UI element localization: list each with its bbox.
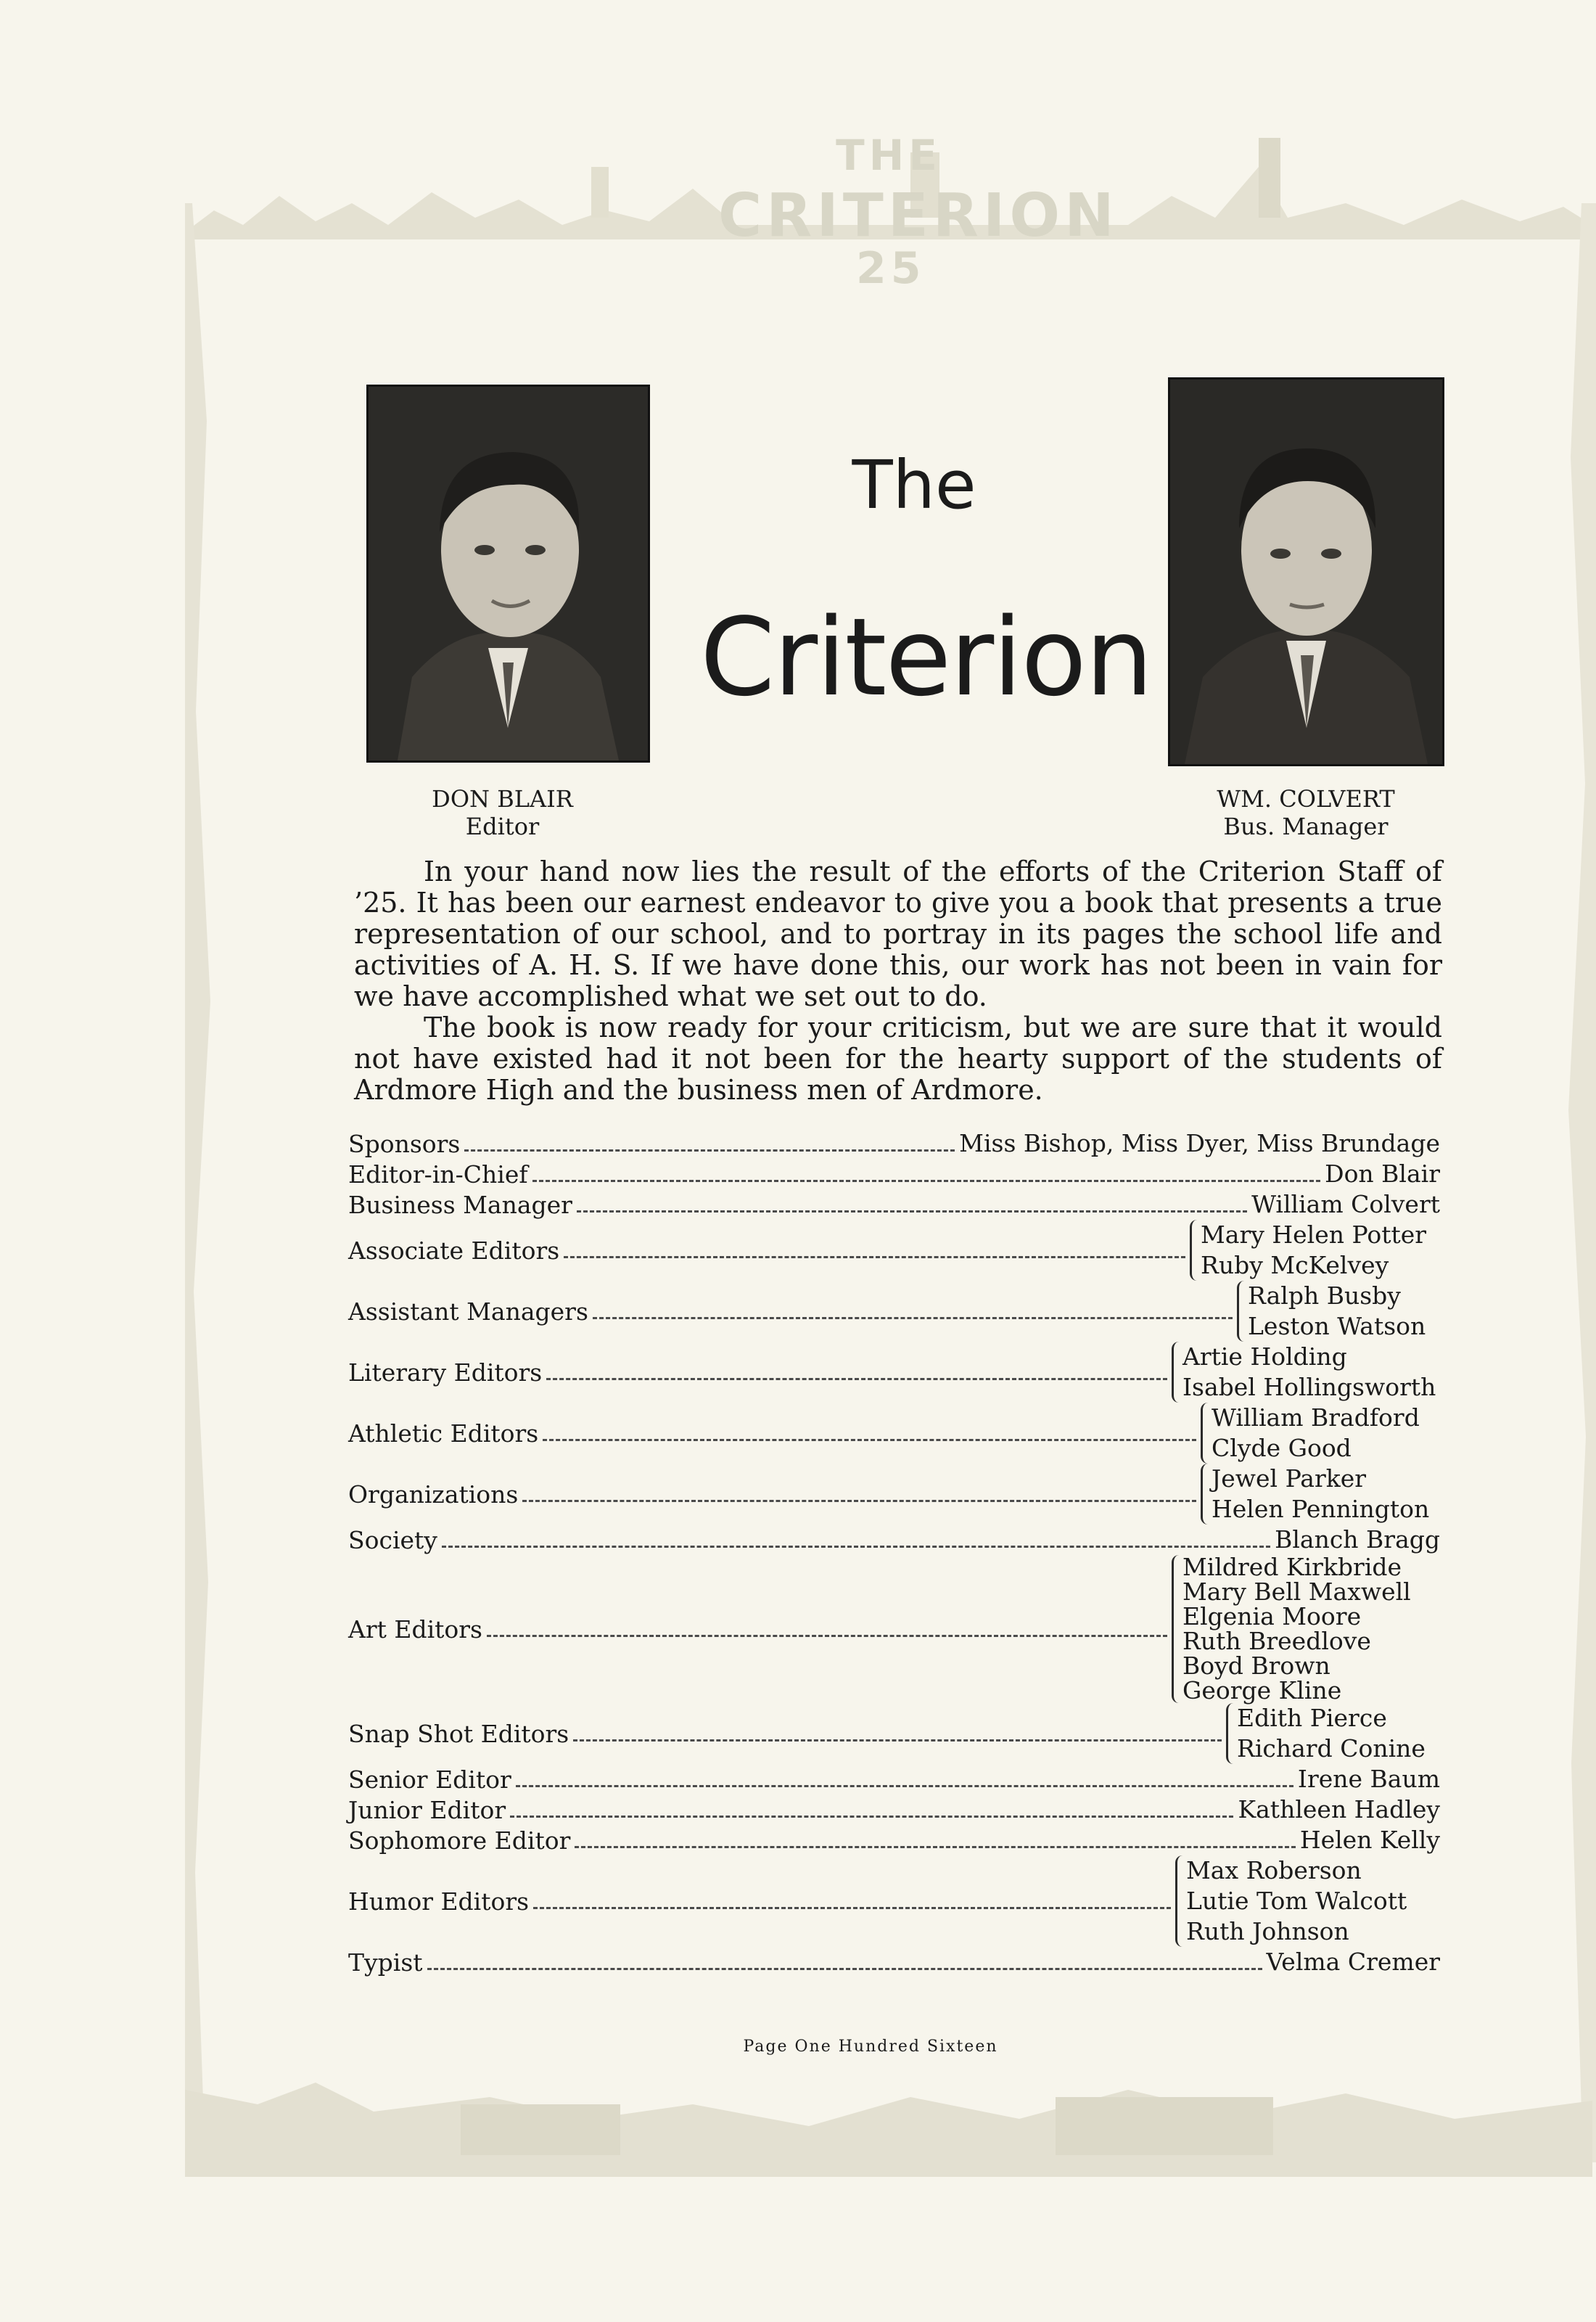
staff-list [348, 1128, 1440, 1977]
page-number: Page One Hundred Sixteen [743, 2038, 998, 2056]
staff-row [348, 1189, 1440, 1220]
staff-row [348, 1220, 1440, 1281]
portrait-photo-business-manager [1168, 377, 1444, 766]
staff-row [348, 1464, 1440, 1525]
staff-row [348, 1159, 1440, 1189]
staff-row [348, 1855, 1440, 1947]
staff-role: Business Manager [348, 1190, 572, 1219]
portrait-caption-editor [377, 785, 628, 840]
dot-leader [546, 1378, 1167, 1380]
staff-role: Assistant Managers [348, 1297, 588, 1326]
portrait-name: DON BLAIR [432, 785, 573, 813]
staff-role: Junior Editor [348, 1795, 506, 1824]
staff-role: Sponsors [348, 1129, 461, 1158]
staff-name: Irene Baum [1297, 1765, 1440, 1793]
dot-leader [427, 1968, 1262, 1970]
portrait-name: WM. COLVERT [1217, 785, 1395, 813]
staff-row [348, 1794, 1440, 1825]
staff-row [348, 1703, 1440, 1764]
watermark-criterion: CRITERION [718, 181, 1119, 250]
staff-row [348, 1128, 1440, 1159]
staff-role: Senior Editor [348, 1765, 511, 1794]
dot-leader [522, 1500, 1196, 1502]
staff-role: Humor Editors [348, 1887, 530, 1916]
staff-name: William Colvert [1251, 1190, 1440, 1218]
staff-name: Mary Bell Maxwell [1182, 1578, 1411, 1606]
staff-name: Clyde Good [1212, 1434, 1352, 1462]
staff-role: Organizations [348, 1480, 519, 1509]
dot-leader [532, 1180, 1321, 1182]
staff-row [348, 1281, 1440, 1342]
staff-role: Sophomore Editor [348, 1826, 571, 1855]
staff-name: Edith Pierce [1237, 1704, 1387, 1732]
staff-name: Isabel Hollingsworth [1182, 1373, 1436, 1401]
dot-leader [573, 1739, 1222, 1742]
staff-row [348, 1825, 1440, 1855]
name-brace [1201, 1464, 1440, 1525]
decorative-border-bottom [185, 2075, 1592, 2177]
watermark-the: THE [836, 131, 942, 180]
portrait-photo-editor [366, 385, 650, 763]
staff-name: Ruth Johnson [1186, 1917, 1349, 1945]
staff-row [348, 1342, 1440, 1403]
staff-role: Typist [348, 1948, 423, 1977]
staff-name: Ralph Busby [1248, 1281, 1401, 1310]
decorative-border-right [1560, 203, 1596, 2162]
staff-role: Associate Editors [348, 1236, 560, 1265]
dot-leader [510, 1816, 1233, 1818]
watermark-year: 25 [856, 243, 926, 294]
staff-role: Society [348, 1525, 437, 1554]
staff-name: Ruby McKelvey [1201, 1251, 1389, 1279]
staff-name: Artie Holding [1182, 1342, 1347, 1371]
staff-role: Art Editors [348, 1615, 482, 1644]
staff-role: Snap Shot Editors [348, 1719, 569, 1748]
staff-row [348, 1525, 1440, 1555]
title-the: The [852, 446, 976, 524]
name-brace [1172, 1342, 1440, 1403]
dot-leader [575, 1846, 1295, 1848]
staff-name: Leston Watson [1248, 1312, 1426, 1340]
title-criterion: Criterion [700, 595, 1152, 720]
staff-name: William Bradford [1212, 1403, 1420, 1432]
name-brace [1226, 1703, 1440, 1764]
dot-leader [442, 1546, 1270, 1548]
dot-leader [577, 1210, 1247, 1213]
staff-name: Jewel Parker [1212, 1464, 1367, 1493]
name-brace [1201, 1403, 1440, 1464]
name-brace [1172, 1555, 1440, 1703]
intro-paragraph: The book is now ready for your criticism, but we are sure that it would not have existed had it not been for the hearty support of the students of Ardmore High and the business men of Ardmore. [354, 1012, 1442, 1106]
staff-row [348, 1403, 1440, 1464]
dot-leader [543, 1439, 1196, 1441]
staff-name: Kathleen Hadley [1238, 1795, 1440, 1823]
staff-name: Helen Pennington [1212, 1495, 1430, 1523]
staff-name: Blanch Bragg [1275, 1525, 1440, 1554]
portrait-caption-business-manager [1161, 785, 1451, 840]
staff-name: Don Blair [1325, 1160, 1440, 1188]
staff-name: Richard Conine [1237, 1734, 1426, 1763]
intro-paragraph: In your hand now lies the result of the efforts of the Criterion Staff of ’25. It has been our earnest endeavor to give you a book that presents a true representation of our school, and to portray in its pages the school life and activities of A. H. S. If we have done this, our work has not been in vain for we have accomplished what we set out to do. [354, 856, 1442, 1012]
staff-role: Literary Editors [348, 1358, 543, 1387]
name-brace [1175, 1855, 1440, 1947]
staff-name: Mary Helen Potter [1201, 1221, 1427, 1249]
staff-role: Athletic Editors [348, 1419, 539, 1448]
staff-name: Lutie Tom Walcott [1186, 1887, 1407, 1915]
dot-leader [564, 1256, 1185, 1258]
portrait-role: Bus. Manager [1223, 813, 1389, 840]
staff-name: Elgenia Moore [1182, 1602, 1362, 1630]
staff-row [348, 1947, 1440, 1977]
staff-name: Helen Kelly [1299, 1826, 1440, 1854]
staff-name: Max Roberson [1186, 1856, 1362, 1884]
name-brace [1237, 1281, 1440, 1342]
dot-leader [593, 1317, 1233, 1319]
staff-name: Velma Cremer [1266, 1948, 1440, 1976]
name-brace [1190, 1220, 1440, 1281]
decorative-border-left [185, 203, 229, 2162]
intro-text [354, 856, 1442, 1106]
staff-name: Miss Bishop, Miss Dyer, Miss Brundage [959, 1129, 1440, 1157]
staff-name: Boyd Brown [1182, 1652, 1330, 1680]
dot-leader [464, 1149, 955, 1152]
staff-row [348, 1764, 1440, 1794]
staff-name: Ruth Breedlove [1182, 1627, 1371, 1655]
staff-name: George Kline [1182, 1676, 1342, 1704]
staff-name: Mildred Kirkbride [1182, 1553, 1402, 1581]
staff-row [348, 1555, 1440, 1703]
dot-leader [487, 1635, 1167, 1637]
dot-leader [516, 1785, 1293, 1787]
staff-role: Editor-in-Chief [348, 1160, 528, 1189]
portrait-role: Editor [465, 813, 540, 840]
dot-leader [533, 1907, 1171, 1909]
